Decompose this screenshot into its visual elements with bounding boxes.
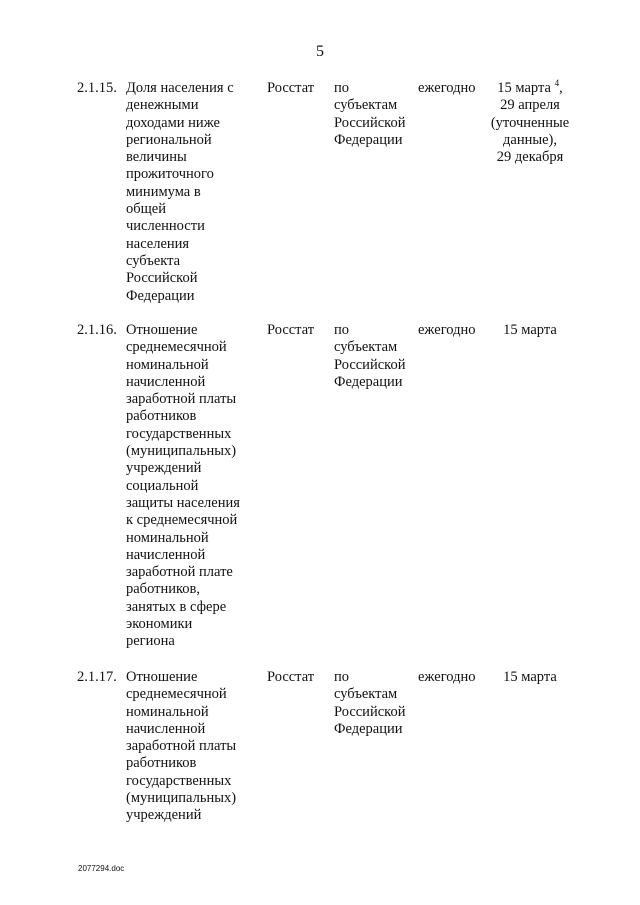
row-number: 2.1.16. bbox=[77, 322, 117, 338]
data-level: по субъектам Российской Федерации bbox=[334, 669, 406, 737]
page-number: 5 bbox=[316, 43, 324, 60]
submission-date-main: 15 марта bbox=[497, 80, 551, 96]
footnote-marker: 4 bbox=[554, 78, 560, 88]
submission-date-main: 15 марта bbox=[503, 669, 557, 685]
indicator-name: Отношение среднемесячной номинальной начисленной заработной платы работников государственных (муниципальных) учреждений bbox=[126, 669, 237, 824]
data-source: Росстат bbox=[267, 669, 315, 685]
data-level: по субъектам Российской Федерации bbox=[334, 322, 406, 390]
data-source: Росстат bbox=[267, 322, 315, 338]
periodicity: ежегодно bbox=[418, 669, 476, 685]
periodicity: ежегодно bbox=[418, 80, 476, 96]
indicator-name: Отношение среднемесячной номинальной начисленной заработной платы работников государственных (муниципальных) учреждений социальной защиты населения к среднемесячной номинальной начисленной заработной плате работников, занятых в сфере экономики региона bbox=[126, 322, 240, 650]
document-footer: 2077294.doc bbox=[78, 864, 125, 873]
row-number: 2.1.15. bbox=[77, 80, 117, 96]
indicator-name: Доля населения с денежными доходами ниже региональной величины прожиточного минимума в общей численности населения субъекта Российской Федерации bbox=[126, 80, 234, 304]
data-source: Росстат bbox=[267, 80, 315, 96]
submission-date-main: 15 марта bbox=[503, 322, 557, 338]
submission-dates bbox=[483, 80, 577, 166]
row-number: 2.1.17. bbox=[77, 669, 117, 685]
submission-date-rest: 29 апреля (уточненные данные), 29 декабря bbox=[490, 97, 570, 166]
submission-date-suffix: , bbox=[559, 80, 563, 96]
periodicity: ежегодно bbox=[418, 322, 476, 338]
data-level: по субъектам Российской Федерации bbox=[334, 80, 406, 148]
